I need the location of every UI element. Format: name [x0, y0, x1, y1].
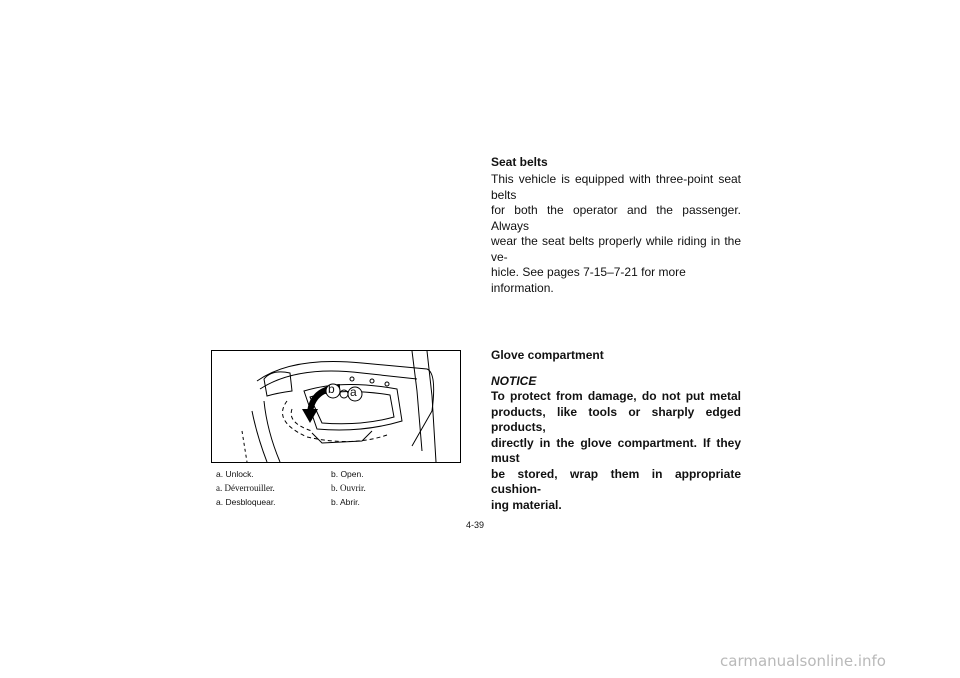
notice-line: products, like tools or sharply edged products,	[491, 404, 741, 434]
seat-belts-line: wear the seat belts properly while riding in the ve-	[491, 234, 741, 264]
caption-en-b: b. Open.	[331, 469, 364, 479]
notice-line: directly in the glove compartment. If they must	[491, 435, 741, 465]
glove-compartment-illustration	[211, 350, 461, 463]
notice-line: ing material.	[491, 497, 562, 512]
notice-paragraph	[491, 389, 741, 513]
page-number: 4-39	[466, 520, 485, 530]
notice-label: NOTICE	[491, 374, 537, 388]
seat-belts-heading: Seat belts	[491, 155, 548, 169]
seat-belts-line: hicle. See pages 7-15–7-21 for more information.	[491, 265, 686, 295]
seat-belts-paragraph	[491, 172, 741, 296]
caption-es-b: b. Abrir.	[331, 497, 360, 507]
dashboard-drawing	[212, 351, 460, 462]
caption-es-a: a. Desbloquear.	[216, 497, 276, 507]
seat-belts-line: for both the operator and the passenger. Always	[491, 203, 741, 233]
notice-line: To protect from damage, do not put metal	[491, 389, 741, 403]
callout-b-label: b	[328, 382, 335, 396]
seat-belts-line: This vehicle is equipped with three-point seat belts	[491, 172, 741, 202]
watermark-text: carmanualsonline.info	[720, 652, 886, 670]
callout-a-label: a	[350, 385, 357, 399]
caption-en-a: a. Unlock.	[216, 469, 254, 479]
caption-fr-a: a. Déverrouiller.	[216, 483, 275, 493]
caption-fr-b: b. Ouvrir.	[331, 483, 366, 493]
notice-line: be stored, wrap them in appropriate cushion-	[491, 466, 741, 496]
glove-compartment-heading: Glove compartment	[491, 348, 604, 362]
